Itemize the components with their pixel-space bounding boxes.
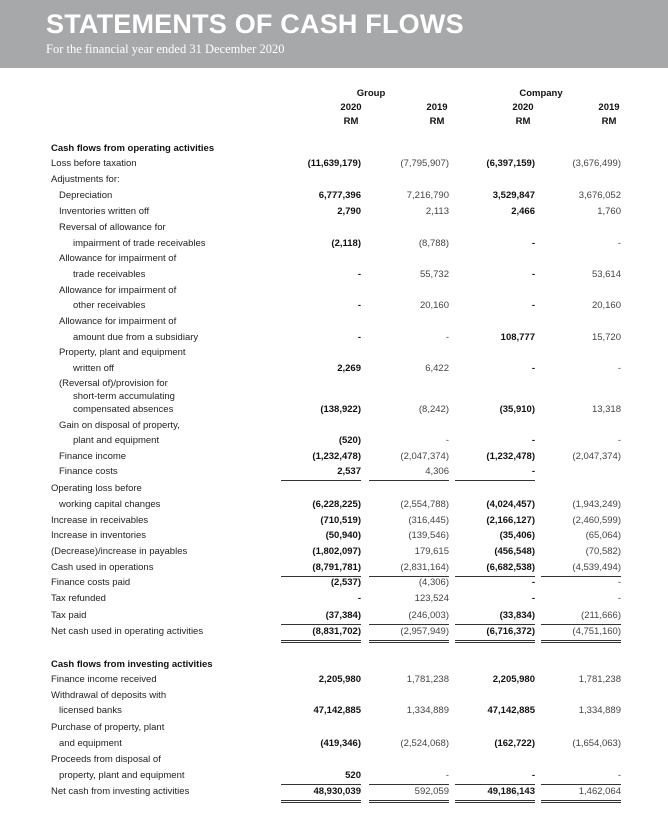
table-row-cash-used-in-operations bbox=[0, 560, 668, 576]
currency-header: RM bbox=[343, 116, 359, 127]
row-label: Finance income received bbox=[51, 674, 157, 685]
currency-header: RM bbox=[429, 116, 445, 127]
table-row-reversal-of-allowance-for bbox=[0, 220, 668, 236]
table-row-finance-income-received bbox=[0, 672, 668, 688]
page-banner bbox=[0, 0, 668, 68]
group-2019-value: (7,795,907) bbox=[400, 158, 449, 169]
group-2020-value: - bbox=[357, 300, 361, 311]
row-label: Property, plant and equipment bbox=[59, 347, 186, 358]
row-label: Adjustments for: bbox=[51, 174, 120, 185]
company-2019-value: - bbox=[541, 768, 621, 785]
currency-header: RM bbox=[515, 116, 531, 127]
company-2020-value: - bbox=[531, 300, 535, 311]
row-label: (Reversal of)/provision for bbox=[59, 378, 168, 389]
company-2020-value: - bbox=[531, 577, 535, 588]
table-row-compensated-absences bbox=[0, 402, 668, 418]
company-2019-value: 1,760 bbox=[597, 206, 621, 217]
company-2020-value: 2,466 bbox=[511, 206, 535, 217]
row-label: plant and equipment bbox=[73, 435, 160, 446]
group-2019-value: (2,831,164) bbox=[369, 560, 449, 577]
group-2020-value: - bbox=[357, 269, 361, 280]
group-2020-value: - bbox=[357, 332, 361, 343]
row-label: Gain on disposal of property, bbox=[59, 420, 180, 431]
table-row-amount-due-from-a-subsidiary bbox=[0, 330, 668, 346]
group-2020-value: (50,940) bbox=[325, 530, 361, 541]
company-2020-value: (162,722) bbox=[494, 738, 535, 749]
table-row-increase-in-inventories bbox=[0, 528, 668, 544]
year-header-group-2020: 2020 bbox=[340, 102, 362, 113]
group-2020-value: 520 bbox=[281, 768, 361, 785]
table-row-inventories-written-off bbox=[0, 204, 668, 220]
company-2019-value: (2,047,374) bbox=[572, 451, 621, 462]
row-label: Proceeds from disposal of bbox=[51, 754, 161, 765]
table-row-proceeds-from-disposal-of bbox=[0, 752, 668, 768]
table-row-adjustments-for bbox=[0, 172, 668, 188]
company-2019-value: 53,614 bbox=[591, 269, 621, 280]
row-label: Tax paid bbox=[51, 610, 87, 621]
company-2020-value: - bbox=[531, 269, 535, 280]
row-label: Allowance for impairment of bbox=[59, 285, 177, 296]
table-row-plant-and-equipment bbox=[0, 433, 668, 449]
company-2020-value: 3,529,847 bbox=[492, 190, 535, 201]
group-2019-value: 179,615 bbox=[414, 546, 449, 557]
company-2019-value: - bbox=[617, 435, 621, 446]
table-row-increase-in-receivables bbox=[0, 513, 668, 529]
table-row-other-receivables bbox=[0, 298, 668, 314]
group-2020-value: (8,791,781) bbox=[281, 560, 361, 577]
group-2019-value: 1,781,238 bbox=[406, 674, 449, 685]
row-label: Operating loss before bbox=[51, 483, 142, 494]
row-label: Inventories written off bbox=[59, 206, 150, 217]
table-row-licensed-banks bbox=[0, 703, 668, 719]
company-2019-value: 3,676,052 bbox=[578, 190, 621, 201]
company-2019-value: 1,462,064 bbox=[541, 784, 621, 803]
table-row-operating-loss-before bbox=[0, 481, 668, 497]
table-row-gain-on-disposal-of-property bbox=[0, 418, 668, 434]
company-2019-value: (1,943,249) bbox=[572, 499, 621, 510]
table-row-depreciation bbox=[0, 188, 668, 204]
group-2019-value: - bbox=[445, 332, 449, 343]
group-header: Group bbox=[356, 88, 386, 99]
table-row-loss-before-taxation bbox=[0, 156, 668, 172]
company-2019-value: 1,781,238 bbox=[578, 674, 621, 685]
group-2019-value: 55,732 bbox=[419, 269, 449, 280]
group-2019-value: 123,524 bbox=[414, 593, 449, 604]
table-row-allowance-for-impairment-of bbox=[0, 283, 668, 299]
group-2020-value: (11,639,179) bbox=[307, 158, 361, 169]
group-2019-value: - bbox=[445, 435, 449, 446]
row-label: Finance costs bbox=[59, 466, 118, 477]
company-2019-value: (1,654,063) bbox=[572, 738, 621, 749]
group-2019-value: (4,306) bbox=[418, 577, 449, 588]
table-row-finance-income bbox=[0, 449, 668, 465]
group-2019-value: (316,445) bbox=[408, 515, 449, 526]
company-2019-value: 20,160 bbox=[591, 300, 621, 311]
group-2020-value: 2,269 bbox=[337, 363, 361, 374]
company-2019-value: (65,064) bbox=[585, 530, 621, 541]
table-row-written-off bbox=[0, 361, 668, 377]
company-header: Company bbox=[519, 88, 563, 99]
year-header-group-2019: 2019 bbox=[426, 102, 448, 113]
company-2019-value: (4,539,494) bbox=[541, 560, 621, 577]
row-label: Tax refunded bbox=[51, 593, 106, 604]
group-2019-value: (2,047,374) bbox=[400, 451, 449, 462]
company-2019-value: (2,460,599) bbox=[572, 515, 621, 526]
group-2019-value: - bbox=[369, 768, 449, 785]
row-label: working capital changes bbox=[59, 499, 161, 510]
company-2020-value: - bbox=[531, 363, 535, 374]
row-label: Allowance for impairment of bbox=[59, 316, 177, 327]
table-row-withdrawal-of-deposits-with bbox=[0, 688, 668, 704]
company-2020-value: - bbox=[455, 464, 535, 481]
group-2019-value: (2,524,068) bbox=[400, 738, 449, 749]
company-2020-value: (2,166,127) bbox=[486, 515, 535, 526]
group-2019-value: 4,306 bbox=[369, 464, 449, 481]
table-row-allowance-for-impairment-of bbox=[0, 251, 668, 267]
company-2019-value: (4,751,160) bbox=[541, 624, 621, 643]
row-label: amount due from a subsidiary bbox=[73, 332, 199, 343]
table-row-finance-costs bbox=[0, 464, 668, 480]
row-label: Net cash used in operating activities bbox=[51, 626, 204, 637]
row-label: Finance income bbox=[59, 451, 127, 462]
row-label: Loss before taxation bbox=[51, 158, 137, 169]
row-label: other receivables bbox=[73, 300, 146, 311]
row-label: Finance costs paid bbox=[51, 577, 131, 588]
table-row-tax-refunded bbox=[0, 591, 668, 607]
group-2020-value: 2,790 bbox=[337, 206, 361, 217]
company-2019-value: - bbox=[617, 238, 621, 249]
row-label: Increase in inventories bbox=[51, 530, 147, 541]
group-2019-value: (2,554,788) bbox=[400, 499, 449, 510]
table-row-trade-receivables bbox=[0, 267, 668, 283]
group-2020-value: 2,205,980 bbox=[318, 674, 361, 685]
company-2019-value: (70,582) bbox=[585, 546, 621, 557]
company-2019-value: - bbox=[617, 577, 621, 588]
group-2019-value: (8,788) bbox=[418, 238, 449, 249]
row-label: Increase in receivables bbox=[51, 515, 149, 526]
table-row-impairment-of-trade-receivables bbox=[0, 236, 668, 252]
row-label: trade receivables bbox=[73, 269, 146, 280]
group-2020-value: 48,930,039 bbox=[281, 784, 361, 803]
group-2019-value: 1,334,889 bbox=[406, 705, 449, 716]
group-2020-value: (6,228,225) bbox=[312, 499, 361, 510]
company-2020-value: (456,548) bbox=[494, 546, 535, 557]
currency-header: RM bbox=[601, 116, 617, 127]
row-label: short-term accumulating bbox=[73, 391, 175, 402]
company-2020-value: 2,205,980 bbox=[492, 674, 535, 685]
company-2020-value: (1,232,478) bbox=[486, 451, 535, 462]
company-2019-value: - bbox=[617, 363, 621, 374]
company-2019-value: 1,334,889 bbox=[578, 705, 621, 716]
company-2020-value: - bbox=[531, 435, 535, 446]
company-2019-value: 13,318 bbox=[591, 404, 621, 415]
company-2020-value: - bbox=[455, 768, 535, 785]
row-label: licensed banks bbox=[59, 705, 122, 716]
group-2019-value: 2,113 bbox=[425, 206, 449, 217]
company-2020-value: (6,397,159) bbox=[486, 158, 535, 169]
company-2020-value: (6,716,372) bbox=[455, 624, 535, 643]
group-2019-value: 20,160 bbox=[419, 300, 449, 311]
row-label: and equipment bbox=[59, 738, 122, 749]
table-row-and-equipment bbox=[0, 736, 668, 752]
company-2020-value: - bbox=[531, 238, 535, 249]
row-label: Allowance for impairment of bbox=[59, 253, 177, 264]
company-2019-value: (211,666) bbox=[541, 608, 621, 625]
group-2020-value: (1,232,478) bbox=[312, 451, 361, 462]
group-2019-value: (2,957,949) bbox=[369, 624, 449, 643]
group-2020-value: 6,777,396 bbox=[318, 190, 361, 201]
row-label: written off bbox=[73, 363, 115, 374]
table-row-working-capital-changes bbox=[0, 497, 668, 513]
row-label: (Decrease)/increase in payables bbox=[51, 546, 188, 557]
group-2019-value: 6,422 bbox=[425, 363, 449, 374]
page-title: STATEMENTS OF CASH FLOWS bbox=[46, 9, 464, 39]
group-2020-value: - bbox=[357, 593, 361, 604]
group-2020-value: (1,802,097) bbox=[312, 546, 361, 557]
operating-section-title: Cash flows from operating activities bbox=[51, 143, 215, 154]
group-2020-value: (419,346) bbox=[320, 738, 361, 749]
group-2019-value: (246,003) bbox=[369, 608, 449, 625]
group-2019-value: (139,546) bbox=[408, 530, 449, 541]
group-2020-value: (37,384) bbox=[281, 608, 361, 625]
year-header-company-2019: 2019 bbox=[598, 102, 620, 113]
company-2020-value: (35,406) bbox=[499, 530, 535, 541]
row-label: property, plant and equipment bbox=[59, 770, 185, 781]
table-row-tax-paid bbox=[0, 608, 668, 624]
group-2020-value: 2,537 bbox=[281, 464, 361, 481]
company-2020-value: (35,910) bbox=[499, 404, 535, 415]
table-row-allowance-for-impairment-of bbox=[0, 314, 668, 330]
group-2020-value: (8,831,702) bbox=[281, 624, 361, 643]
company-2019-value: - bbox=[617, 593, 621, 604]
company-2020-value: - bbox=[531, 593, 535, 604]
year-header-company-2020: 2020 bbox=[512, 102, 534, 113]
group-2020-value: (710,519) bbox=[320, 515, 361, 526]
table-row-purchase-of-property-plant bbox=[0, 720, 668, 736]
group-2019-value: (8,242) bbox=[418, 404, 449, 415]
table-row-finance-costs-paid bbox=[0, 575, 668, 591]
row-label: Depreciation bbox=[59, 190, 113, 201]
group-2019-value: 592,059 bbox=[369, 784, 449, 803]
table-row-decrease-increase-in-payables bbox=[0, 544, 668, 560]
group-2019-value: 7,216,790 bbox=[406, 190, 449, 201]
row-label: impairment of trade receivables bbox=[73, 238, 206, 249]
company-2020-value: (33,834) bbox=[455, 608, 535, 625]
group-2020-value: (2,118) bbox=[331, 238, 361, 249]
table-row-net-cash-used-in-operating-activities bbox=[0, 624, 668, 640]
company-2020-value: (4,024,457) bbox=[486, 499, 535, 510]
company-2019-value: 15,720 bbox=[591, 332, 621, 343]
row-label: Withdrawal of deposits with bbox=[51, 690, 167, 701]
page-subtitle: For the financial year ended 31 December 2020 bbox=[46, 42, 285, 56]
group-2020-value: 47,142,885 bbox=[313, 705, 361, 716]
table-row-property-plant-and-equipment bbox=[0, 345, 668, 361]
company-2020-value: (6,682,538) bbox=[455, 560, 535, 577]
row-label: Cash used in operations bbox=[51, 562, 154, 573]
company-2020-value: 108,777 bbox=[500, 332, 535, 343]
company-2020-value: 47,142,885 bbox=[487, 705, 535, 716]
row-label: Purchase of property, plant bbox=[51, 722, 165, 733]
table-row-net-cash-from-investing-activities bbox=[0, 784, 668, 800]
company-2019-value: (3,676,499) bbox=[572, 158, 621, 169]
row-label: Reversal of allowance for bbox=[59, 222, 166, 233]
company-2020-value: 49,186,143 bbox=[455, 784, 535, 803]
table-row-property-plant-and-equipment bbox=[0, 768, 668, 784]
group-2020-value: (138,922) bbox=[320, 404, 361, 415]
row-label: compensated absences bbox=[73, 404, 174, 415]
investing-section-title: Cash flows from investing activities bbox=[51, 659, 213, 670]
row-label: Net cash from investing activities bbox=[51, 786, 190, 797]
group-2020-value: (2,537) bbox=[330, 577, 361, 588]
group-2020-value: (520) bbox=[338, 435, 361, 446]
